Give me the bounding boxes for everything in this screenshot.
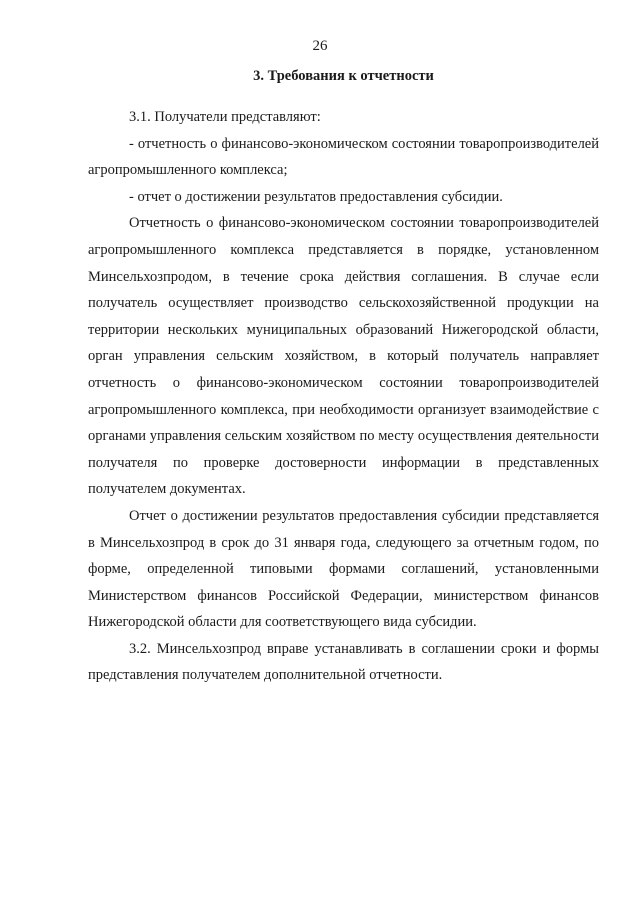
- paragraph-3-1-intro: 3.1. Получатели представляют:: [129, 109, 321, 125]
- paragraph-results-report: Отчет о достижении результатов предоставления субсидии представляется в Минсельхозпрод в срок до 31 января года, следующего за отчетным годом, по форме, определенной типовыми формами соглашений, установленными Министерством финансов Российской Федерации, министерством финансов Нижегородской области для соответствующего вида субсидии.: [88, 507, 599, 631]
- body-text: [88, 104, 599, 689]
- paragraph-reporting: Отчетность о финансово-экономическом состоянии товаропроизводителей агропромышленного комплекса представляется в порядке, установленном Минсельхозпродом, в течение срока действия соглашения. В случае если получатель осуществляет производство сельскохозяйственной продукции на территории нескольких муниципальных образований Нижегородской области, орган управления сельским хозяйством, в который получатель направляет отчетность о финансово-экономическом состоянии товаропроизводителей агропромышленного комплекса, при необходимости организует взаимодействие с органами управления сельским хозяйством по месту осуществления деятельности получателя по проверке достоверности информации в представленных получателем документах.: [88, 215, 599, 498]
- paragraph-3-2: 3.2. Минсельхозпрод вправе устанавливать в соглашении сроки и формы представления получателем дополнительной отчетности.: [88, 640, 599, 684]
- section-title: 3. Требования к отчетности: [253, 68, 434, 84]
- paragraph-list-item-2: - отчет о достижении результатов предоставления субсидии.: [129, 188, 503, 205]
- page-number: 26: [312, 38, 328, 54]
- paragraph-list-item-1: - отчетность о финансово-экономическом состоянии товаропроизводителей агропромышленного комплекса;: [88, 135, 599, 179]
